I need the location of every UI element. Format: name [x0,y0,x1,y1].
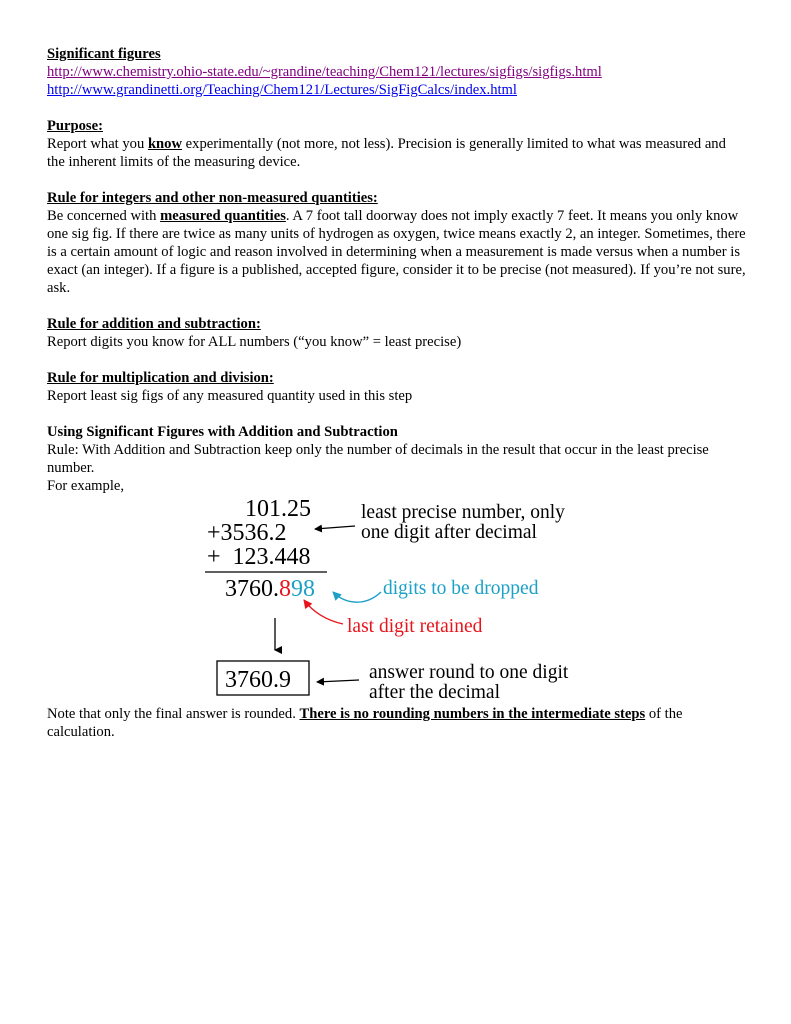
note-least-precise-line1: least precise number, only [361,502,565,523]
closing-note [47,705,747,741]
closing-text-before: Note that only the final answer is rounded. [47,706,300,722]
spacer [47,351,747,369]
least-precise-arrow [315,526,355,529]
spacer [47,297,747,315]
spacer [47,405,747,423]
integers-emphasis: measured quantities [160,208,286,224]
multiplication-paragraph: Report least sig figs of any measured quantity used in this step [47,388,413,404]
note-answer-line2: after the decimal [369,682,501,703]
answer-value: 3760.9 [225,667,291,693]
example-intro: For example, [47,478,125,494]
sum-dropped-digits: 98 [291,576,315,602]
using-rule-paragraph: Rule: With Addition and Subtraction keep only the number of decimals in the result that occur in the least precise number. [47,442,709,476]
document-body [47,45,747,495]
closing-text-after: of the calculation. [47,706,683,740]
closing-emphasis: There is no rounding numbers in the intermediate steps [299,706,646,722]
purpose-paragraph [47,135,747,171]
addition-example-figure [205,492,595,704]
answer-arrow [317,680,359,682]
heading-integers-rule: Rule for integers and other non-measured quantities: [47,190,378,206]
spacer [47,99,747,117]
note-dropped-digits: digits to be dropped [383,578,539,599]
heading-significant-figures: Significant figures [47,46,161,62]
addend-1: 101.25 [245,496,311,522]
note-least-precise-line2: one digit after decimal [361,522,537,543]
heading-multiplication-rule: Rule for multiplication and division: [47,370,274,386]
sum-retained-digit: 8 [279,576,291,602]
heading-addition-rule: Rule for addition and subtraction: [47,316,261,332]
purpose-emphasis: know [147,136,183,152]
dropped-digits-arrow [333,592,381,602]
closing-paragraph [47,705,747,741]
integers-paragraph [47,207,747,297]
purpose-text-after: experimentally (not more, not less). Precision is generally limited to what was measured and the inherent limits of the measuring device. [47,136,726,170]
addition-example-svg [205,492,595,704]
note-answer-line1: answer round to one digit [369,662,569,683]
addition-paragraph: Report digits you know for ALL numbers (“you know” = least precise) [47,334,462,350]
addend-2: +3536.2 [207,520,287,546]
integers-text-before: Be concerned with [47,208,161,224]
link-grandinetti[interactable]: http://www.grandinetti.org/Teaching/Chem121/Lectures/SigFigCalcs/index.html [47,82,517,98]
spacer [47,171,747,189]
sum-kept-digits: 3760. [225,576,279,602]
note-retained-digit: last digit retained [347,616,483,637]
purpose-text-before: Report what you [47,136,148,152]
addend-3: + 123.448 [207,544,311,570]
integers-text-after: . A 7 foot tall doorway does not imply exactly 7 feet. It means you only know one sig fig. If there are twice as many units of hydrogen as oxygen, twice means exactly 2, an integer. Sometimes, there is a certain amount of logic and reason involved in determining when a measurement is made versus when a number is exact (an integer). If a figure is a published, accepted figure, consider it to be precise (not measured). If you’re not sure, ask. [47,208,746,296]
sum-value [225,576,315,602]
link-ohio-state[interactable]: http://www.chemistry.ohio-state.edu/~grandine/teaching/Chem121/lectures/sigfigs/sigfigs.html [47,64,602,80]
heading-purpose: Purpose: [47,118,103,134]
retained-digit-arrow [304,600,343,624]
heading-using-sigfigs: Using Significant Figures with Addition and Subtraction [47,424,398,440]
